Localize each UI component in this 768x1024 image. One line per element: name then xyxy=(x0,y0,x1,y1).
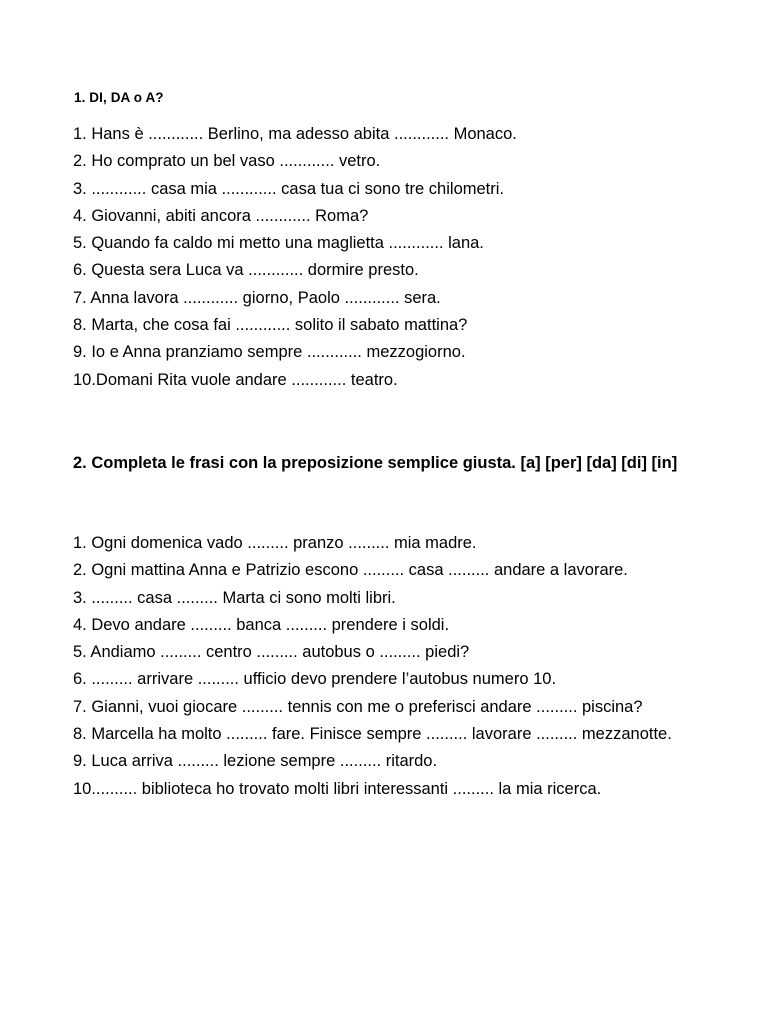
list-item: 2. Ogni mattina Anna e Patrizio escono ......... casa ......... andare a lavorare. xyxy=(73,561,628,580)
section1-title: 1. DI, DA o A? xyxy=(74,90,164,105)
list-item: 3. ............ casa mia ............ casa tua ci sono tre chilometri. xyxy=(73,179,504,198)
list-item: 2. Ho comprato un bel vaso ............ vetro. xyxy=(73,152,381,171)
list-item: 4. Devo andare ......... banca ......... prendere i soldi. xyxy=(73,615,450,634)
list-item: 10.......... biblioteca ho trovato molti libri interessanti ......... la mia ricerca. xyxy=(73,779,602,798)
list-item: 8. Marta, che cosa fai ............ solito il sabato mattina? xyxy=(73,316,468,335)
list-item: 1. Hans è ............ Berlino, ma adesso abita ............ Monaco. xyxy=(73,125,517,143)
list-item: 4. Giovanni, abiti ancora ............ Roma? xyxy=(73,206,369,225)
list-item: 7. Anna lavora ............ giorno, Paolo ............ sera. xyxy=(73,288,441,307)
section1-list xyxy=(73,121,517,394)
list-item: 5. Andiamo ......... centro ......... autobus o ......... piedi? xyxy=(73,643,470,662)
list-item: 9. Luca arriva ......... lezione sempre ......... ritardo. xyxy=(73,752,438,771)
list-item: 6. ......... arrivare ......... ufficio devo prendere l’autobus numero 10. xyxy=(73,670,557,689)
section2-list xyxy=(73,530,713,803)
list-item: 5. Quando fa caldo mi metto una maglietta ............ lana. xyxy=(73,234,484,253)
list-item: 6. Questa sera Luca va ............ dormire presto. xyxy=(73,261,419,280)
list-item: 8. Marcella ha molto ......... fare. Finisce sempre ......... lavorare ......... mezzanotte. xyxy=(73,725,672,744)
list-item: 7. Gianni, vuoi giocare ......... tennis con me o preferisci andare ......... piscina? xyxy=(73,697,643,716)
list-item: 10.Domani Rita vuole andare ............ teatro. xyxy=(73,370,398,389)
list-item: 1. Ogni domenica vado ......... pranzo ......... mia madre. xyxy=(73,534,477,552)
list-item: 3. ......... casa ......... Marta ci sono molti libri. xyxy=(73,588,396,607)
list-item: 9. Io e Anna pranziamo sempre ............ mezzogiorno. xyxy=(73,343,466,362)
section2-title: 2. Completa le frasi con la preposizione semplice giusta. [a] [per] [da] [di] [in] xyxy=(73,454,678,472)
